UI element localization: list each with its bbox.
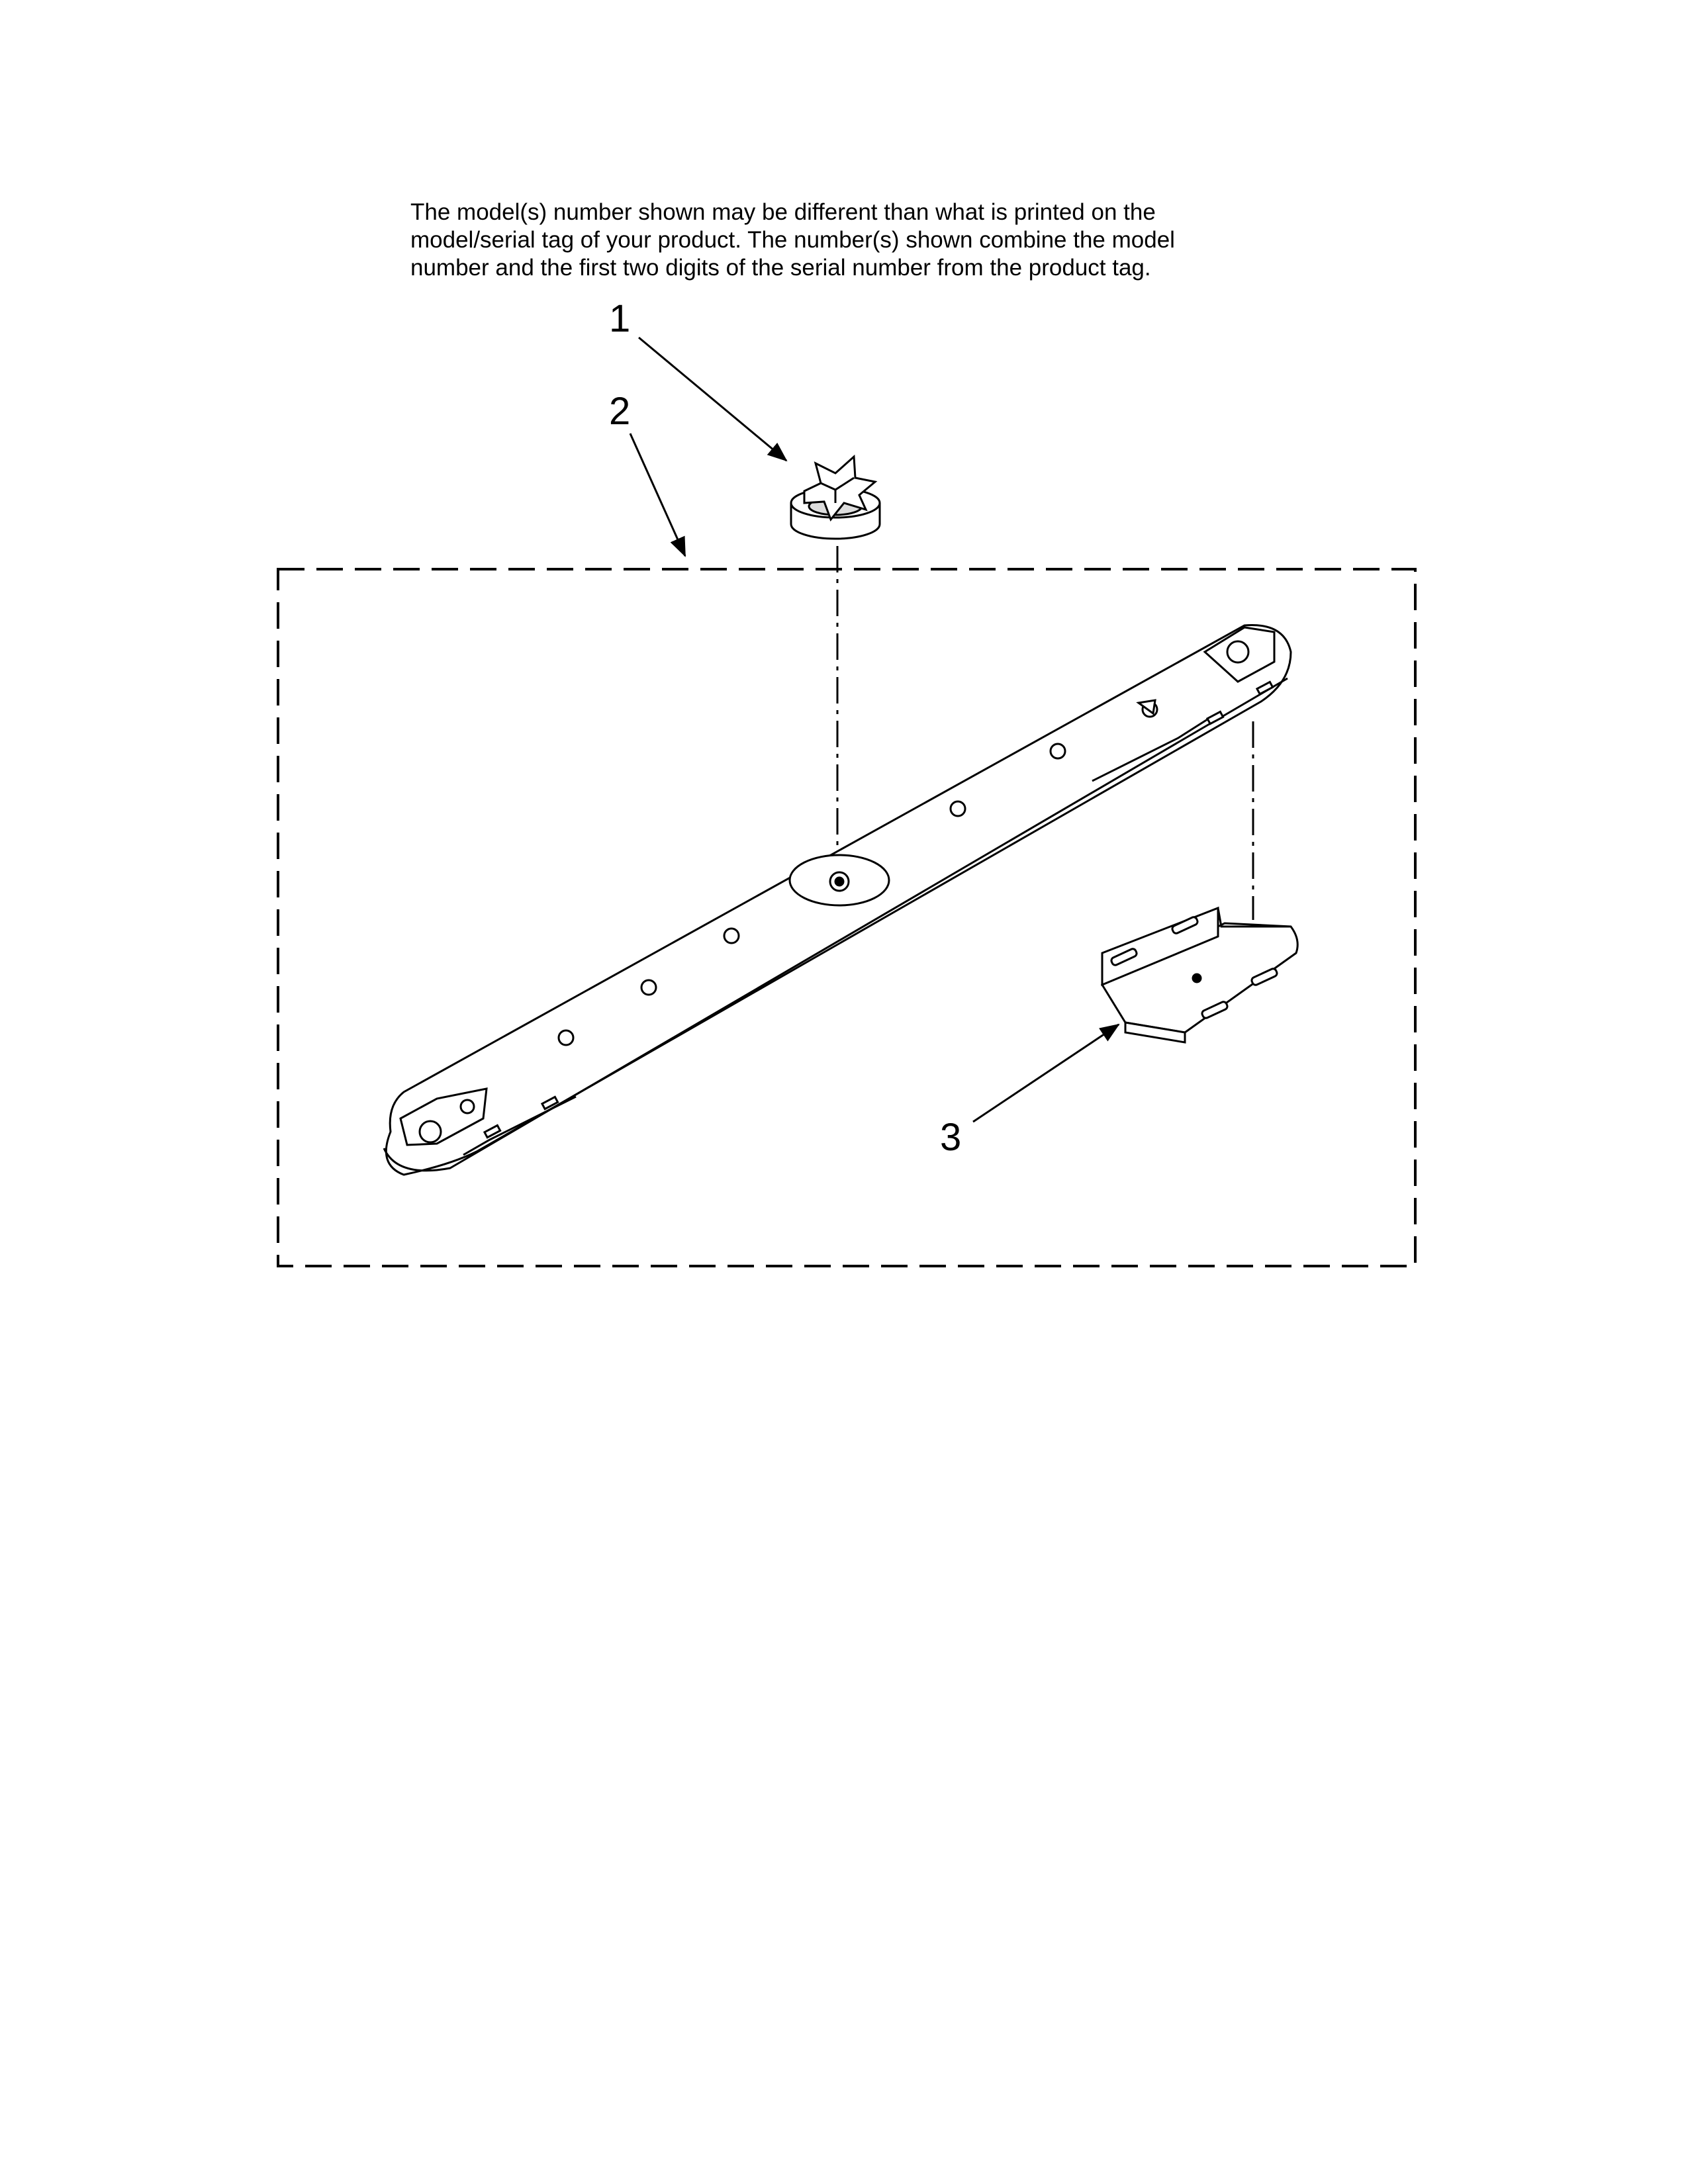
leader-arrow-2 [630, 433, 685, 556]
callout-1: 1 [609, 297, 631, 340]
note-line-3: number and the first two digits of the serial number from the product tag. [410, 255, 1151, 281]
hub-nut-part [791, 457, 880, 539]
note-line-1: The model(s) number shown may be different than what is printed on the [410, 199, 1156, 225]
note-line-2: model/serial tag of your product. The number(s) shown combine the model [410, 227, 1175, 253]
callout-3: 3 [940, 1116, 962, 1159]
callout-2: 2 [609, 390, 631, 433]
leader-arrow-3 [973, 1024, 1119, 1122]
spray-arm-part [384, 625, 1291, 1175]
leader-arrow-1 [639, 338, 786, 461]
bracket-part [1102, 908, 1297, 1042]
